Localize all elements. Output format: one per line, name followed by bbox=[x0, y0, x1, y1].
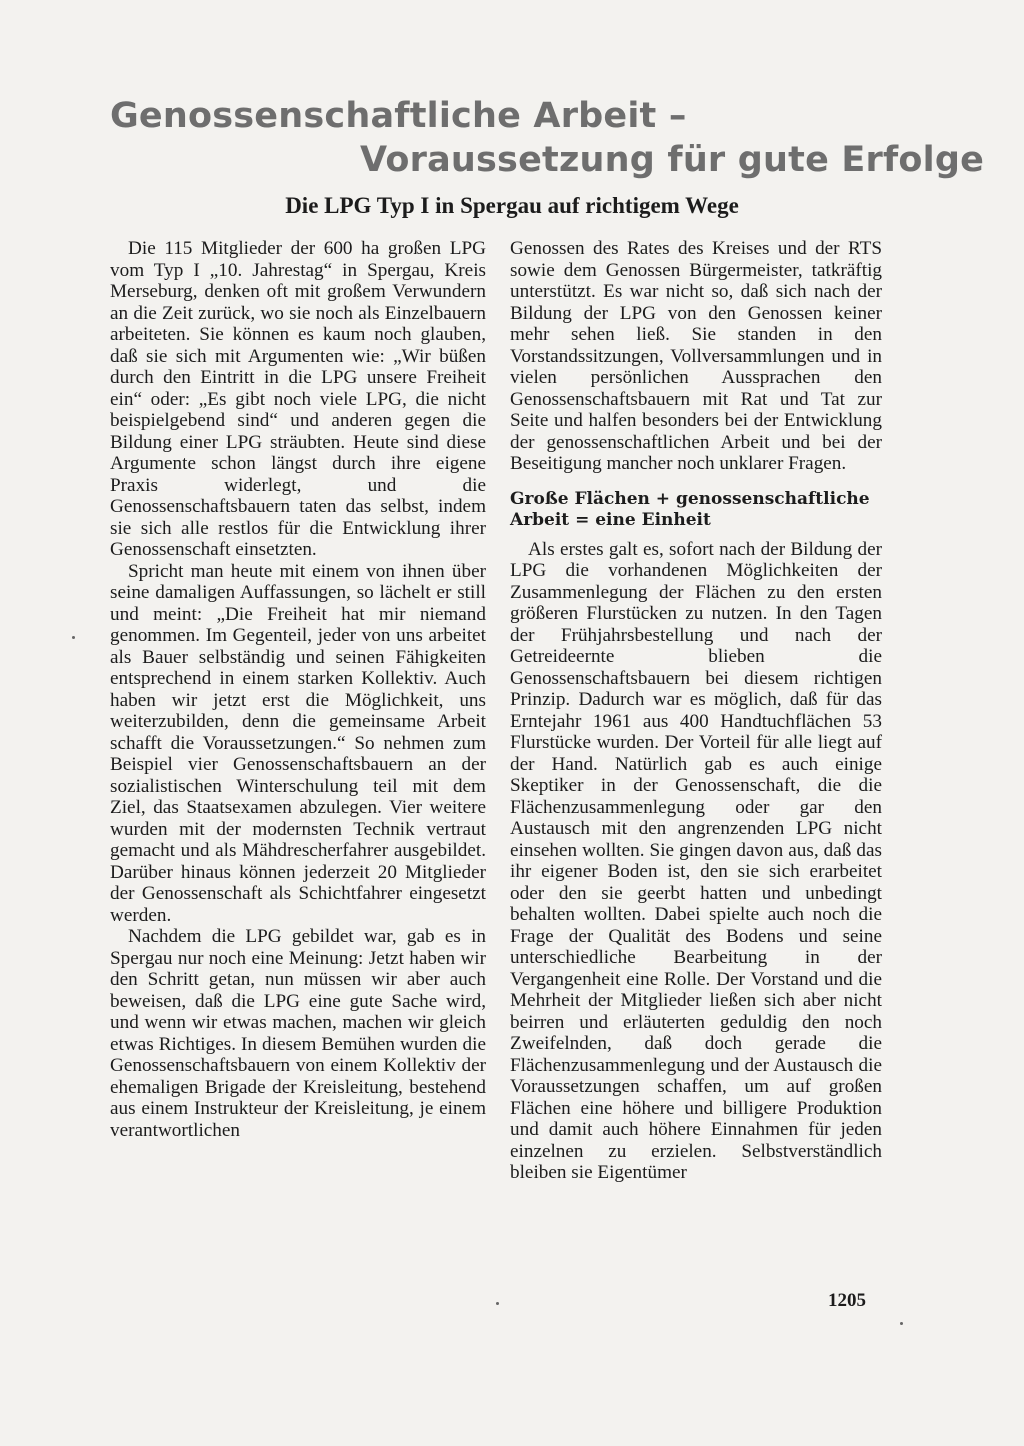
left-column bbox=[110, 238, 486, 1141]
headline-line-1: Genossenschaftliche Arbeit – bbox=[110, 96, 687, 136]
section-heading-line-2: Arbeit = eine Einheit bbox=[510, 509, 711, 530]
print-speck bbox=[72, 636, 75, 639]
section-heading-line-1: Große Flächen + genossenschaftliche bbox=[510, 488, 870, 509]
paragraph: Die 115 Mitglieder der 600 ha großen LPG vom Typ I „10. Jahrestag“ in Spergau, Kreis Merseburg, denken oft mit großem Verwundern an die Zeit zurück, wo sie noch als Einzelbauern arbeiteten. Sie können es kaum noch glauben, daß sie sich mit Argumenten wie: „Wir büßen durch den Eintritt in die LPG unsere Freiheit ein“ oder: „Es gibt noch viele LPG, die nicht beispielgebend sind“ und anderen gegen die Bildung einer LPG sträubten. Heute sind diese Argumente schon längst durch ihre eigene Praxis widerlegt, und die Genossenschaftsbauern taten das selbst, indem sie sich alle restlos für die Entwicklung ihrer Genossenschaft einsetzten. bbox=[110, 238, 486, 560]
right-column bbox=[510, 238, 882, 1184]
print-speck bbox=[900, 1322, 903, 1325]
print-speck bbox=[496, 1302, 499, 1305]
paragraph: Genossen des Rates des Kreises und der RTS sowie dem Genossen Bürgermeister, tatkräftig unterstützt. Es war nicht so, daß sich nach der Bildung der LPG von den Genossen keiner mehr sehen ließ. Sie standen in den Vorstandssitzungen, Vollversammlungen und in vielen persönlichen Aussprachen den Genossenschaftsbauern mit Rat und Tat zur Seite und halfen besonders bei der Entwicklung der genossenschaftlichen Arbeit und bei der Beseitigung mancher noch unklarer Fragen. bbox=[510, 238, 882, 474]
paragraph: Spricht man heute mit einem von ihnen über seine damaligen Auffassungen, so lächelt er still und meint: „Die Freiheit hat mir niemand genommen. Im Gegenteil, jeder von uns arbeitet als Bauer selbständig und seinen Fähigkeiten entsprechend in einem starken Kollektiv. Auch haben wir jetzt erst die Möglichkeit, uns weiterzubilden, denn die gemeinsame Arbeit schafft die Voraussetzungen.“ So nehmen zum Beispiel vier Genossenschaftsbauern an der sozialistischen Winterschulung teil mit dem Ziel, das Staatsexamen abzulegen. Vier weitere wurden mit der modernsten Technik vertraut gemacht und als Mähdrescherfahrer ausgebildet. Darüber hinaus können jederzeit 20 Mitglieder der Genossenschaft als Schichtfahrer eingesetzt werden. bbox=[110, 560, 486, 926]
paragraph: Als erstes galt es, sofort nach der Bildung der LPG die vorhandenen Möglichkeiten der Zusammenlegung der Flächen zu den ersten größeren Flurstücken zu nutzen. In den Tagen der Frühjahrsbestellung und nach der Getreideernte blieben die Genossenschaftsbauern bei diesem richtigen Prinzip. Dadurch war es möglich, daß für das Erntejahr 1961 aus 400 Handtuchflächen 53 Flurstücke wurden. Der Vorteil für alle liegt auf der Hand. Natürlich gab es auch einige Skeptiker in der Genossenschaft, die die Flächenzusammenlegung oder gar den Austausch mit den angrenzenden LPG nicht einsehen wollten. Sie gingen davon aus, daß das ihr eigener Boden ist, den sie sich erarbeitet oder den sie geerbt hatten und unbedingt behalten wollten. Dabei spielte auch noch die Frage der Qualität des Bodens und seine unterschiedliche Bearbeitung in der Vergangenheit eine Rolle. Der Vorstand und die Mehrheit der Mitglieder ließen sich aber nicht beirren und erläuterten geduldig den noch Zweifelnden, daß doch gerade die Flächenzusammenlegung und der Austausch die Voraussetzungen schaffen, um auf großen Flächen eine höhere und billigere Produktion und damit auch höhere Einnahmen für jeden einzelnen zu erzielen. Selbstverständlich bleiben sie Eigentümer bbox=[510, 538, 882, 1183]
section-heading bbox=[510, 489, 882, 531]
article-subtitle: Die LPG Typ I in Spergau auf richtigem Wege bbox=[285, 193, 739, 218]
paragraph: Nachdem die LPG gebildet war, gab es in Spergau nur noch eine Meinung: Jetzt haben wir den Schritt getan, nun müssen wir aber auch beweisen, daß die LPG eine gute Sache wird, und wenn wir etwas machen, machen wir gleich etwas Richtiges. In diesem Bemühen wurden die Genossenschaftsbauern von einem Kollektiv der ehemaligen Brigade der Kreisleitung, bestehend aus einem Instrukteur der Kreisleitung, je einem verantwortlichen bbox=[110, 926, 486, 1141]
headline-line-2: Voraussetzung für gute Erfolge bbox=[360, 140, 985, 180]
page-number: 1205 bbox=[828, 1290, 866, 1311]
